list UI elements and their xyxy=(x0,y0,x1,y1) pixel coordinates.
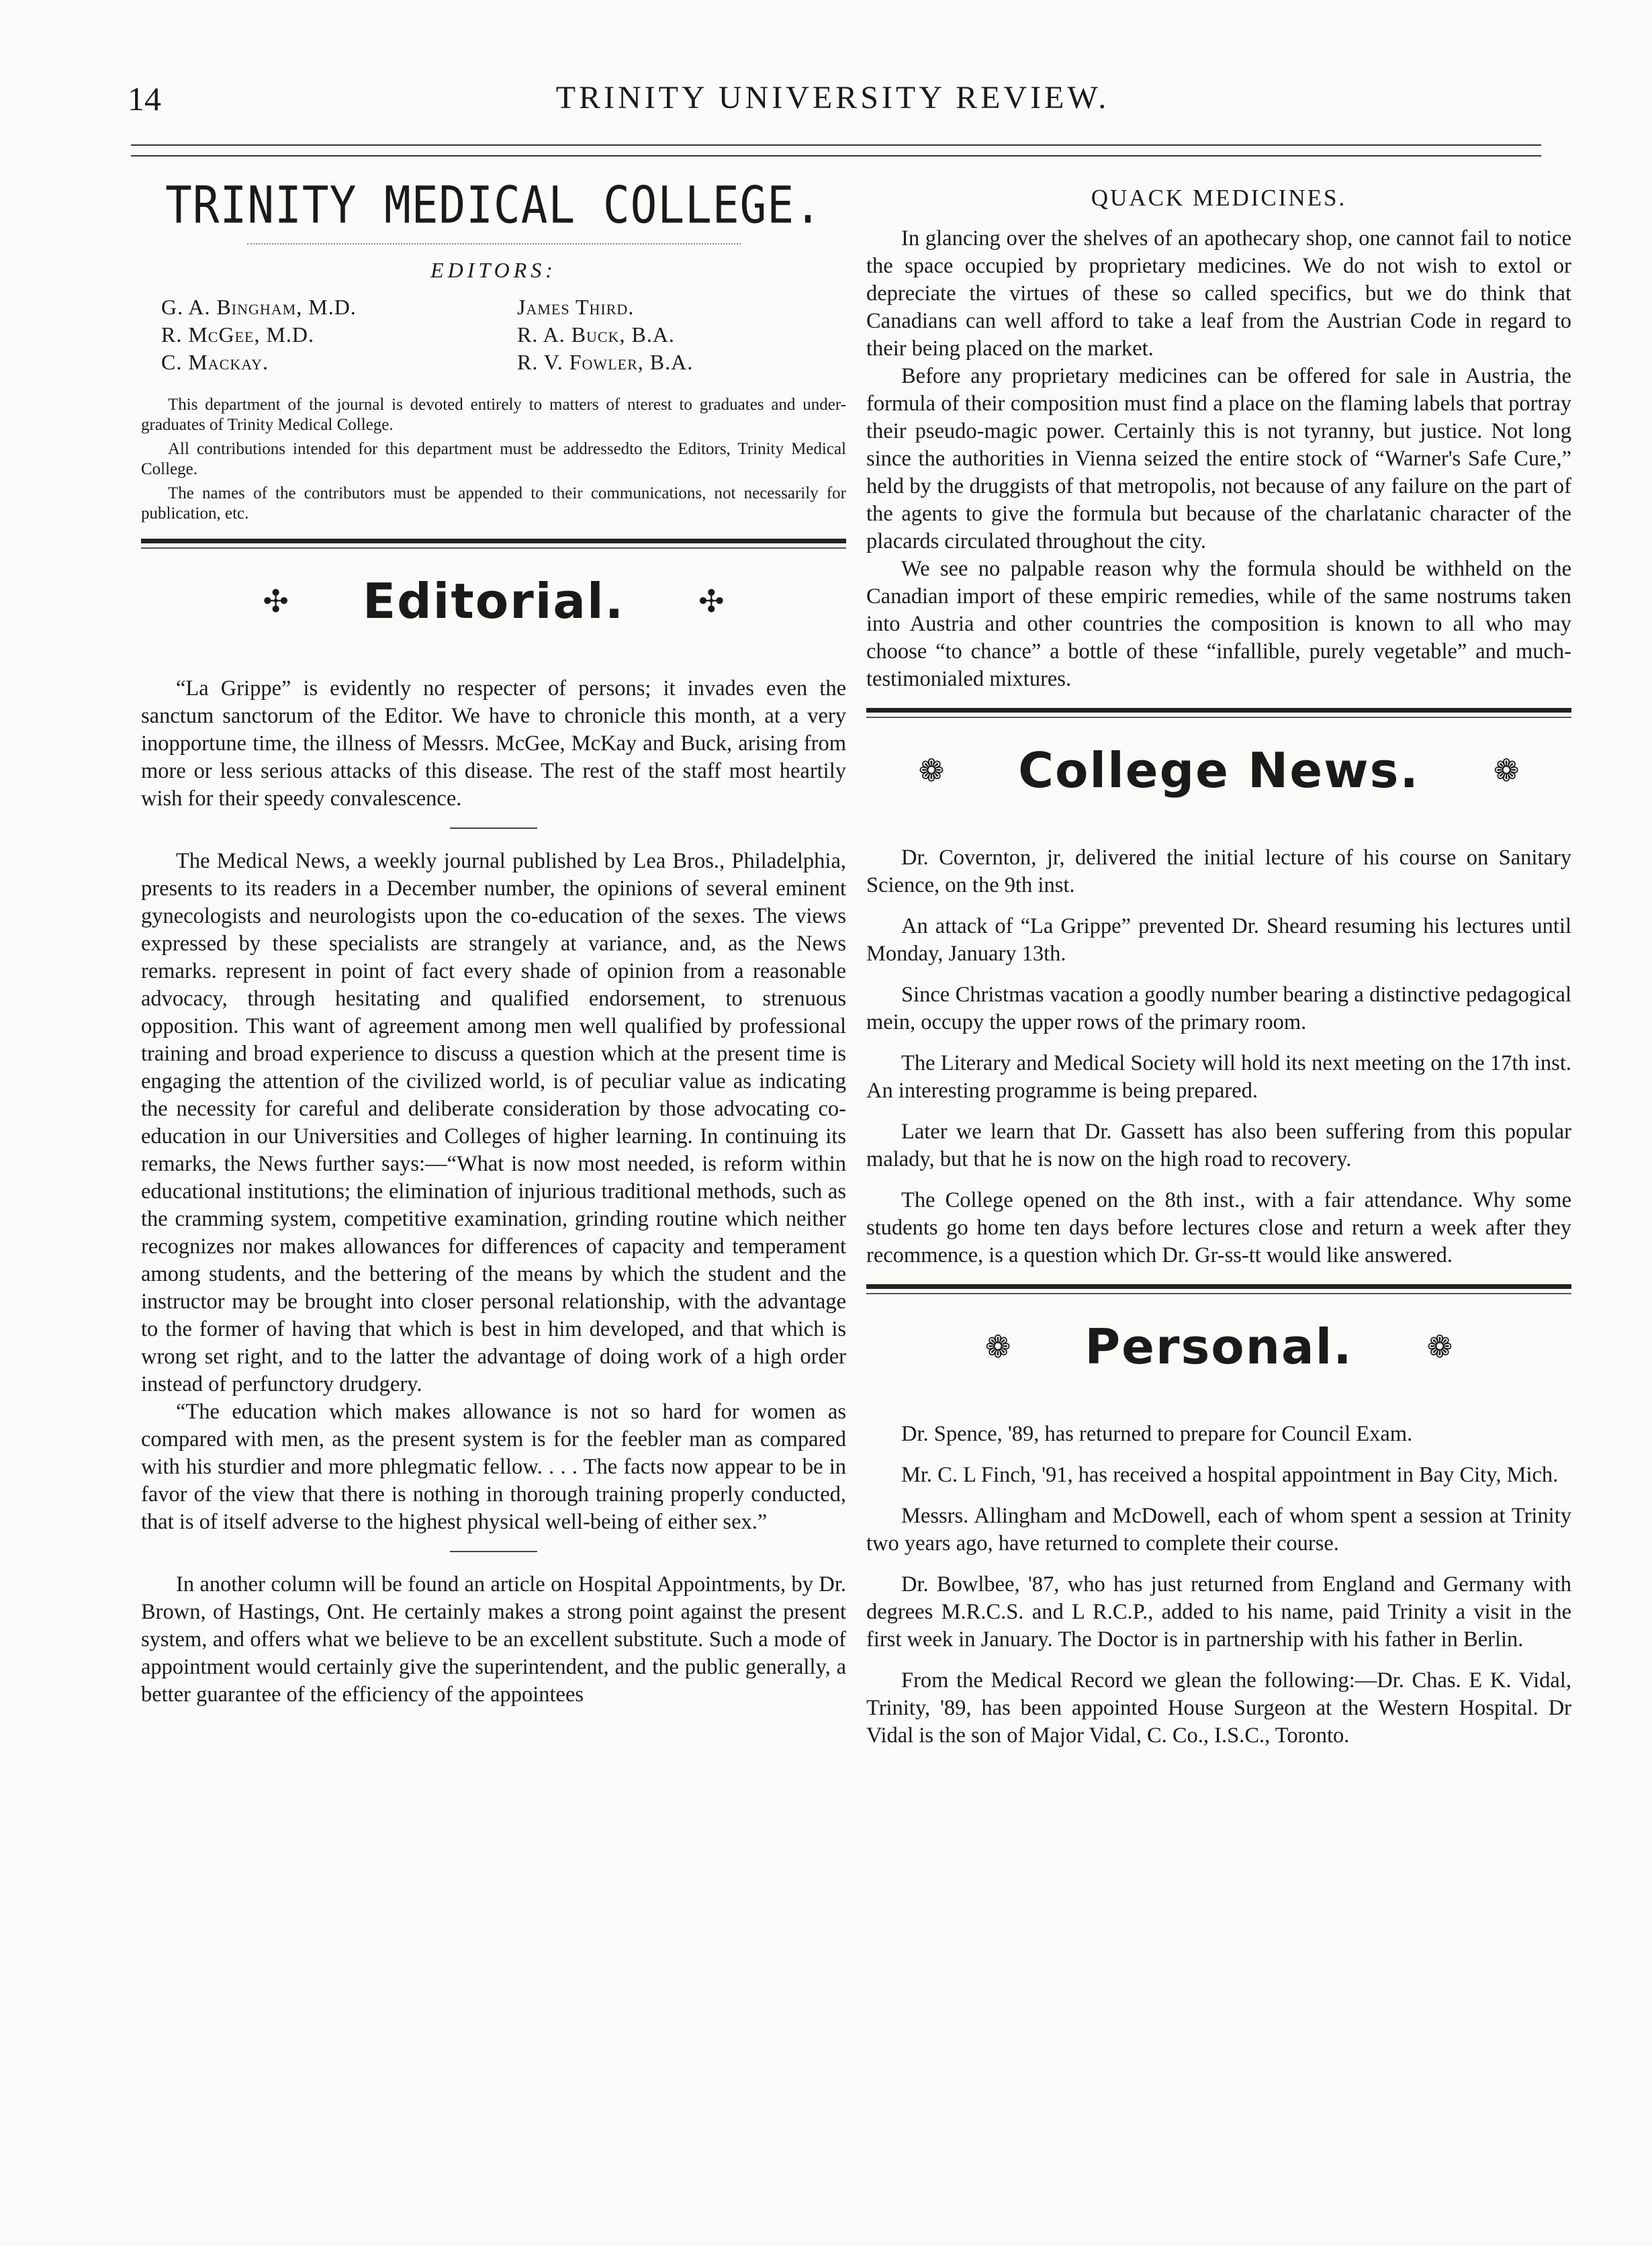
paragraph: In another column will be found an article on Hospital Appointments, by Dr. Brown, of Hastings, Ont. He certainly makes a strong point against the present system, and offers what we believe to be an excellent substitute. Such a mode of appointment would certainly give the superintendent, and the public generally, a better guarantee of the efficiency of the appointees xyxy=(141,1572,846,1707)
personal-list xyxy=(866,1421,1571,1750)
editors-list xyxy=(141,295,846,375)
news-item: Later we learn that Dr. Gassett has also been suffering from this popular malady, but that he is now on the high road to recovery. xyxy=(866,1120,1571,1171)
personal-item: Messrs. Allingham and McDowell, each of whom spent a session at Trinity two years ago, have returned to complete their course. xyxy=(866,1504,1571,1556)
page-number: 14 xyxy=(128,80,161,118)
section-rule xyxy=(866,708,1571,718)
editor-name: G. A. Bingham, M.D. xyxy=(161,295,357,319)
personal-item: Dr. Bowlbee, '87, who has just returned from England and Germany with degrees M.R.C.S. and L R.C.P., added to his name, paid Trinity a visit in the first week in January. The Doctor is in partnership with his father in Berlin. xyxy=(866,1572,1571,1652)
news-title: College News. xyxy=(1018,742,1420,799)
editor-name: R. McGee, M.D. xyxy=(161,322,315,347)
section-rule xyxy=(141,539,846,549)
editor-name: James Third. xyxy=(517,295,635,319)
ornament-icon: ✣ xyxy=(263,584,289,619)
dotted-rule xyxy=(247,243,741,244)
editor-name: C. Mackay. xyxy=(161,350,269,374)
editor-name: R. V. Fowler, B.A. xyxy=(517,350,694,374)
notice-text: All contributions intended for this department must be addressedto the Editors, Trinity Medical College. xyxy=(141,440,846,478)
ornament-icon: ✣ xyxy=(698,584,725,619)
ornament-icon: ❁ xyxy=(1426,1330,1453,1364)
ornament-icon: ❁ xyxy=(918,754,945,788)
personal-item: Dr. Spence, '89, has returned to prepare for Council Exam. xyxy=(901,1422,1413,1446)
personal-item: From the Medical Record we glean the following:—Dr. Chas. E K. Vidal, Trinity, '89, has been appointed House Surgeon at the Western Hospital. Dr Vidal is the son of Major Vidal, C. Co., I.S.C., Toronto. xyxy=(866,1668,1571,1748)
notice-text: This department of the journal is devoted entirely to matters of nterest to graduates and under-graduates of Trinity Medical College. xyxy=(141,396,846,434)
personal-item: Mr. C. L Finch, '91, has received a hospital appointment in Bay City, Mich. xyxy=(901,1463,1559,1487)
news-item: Dr. Covernton, jr, delivered the initial lecture of his course on Sanitary Science, on the 9th inst. xyxy=(866,846,1571,897)
ornament-icon: ❁ xyxy=(1493,754,1520,788)
divider xyxy=(450,1551,537,1552)
quack-heading: QUACK MEDICINES. xyxy=(1091,185,1347,211)
left-column xyxy=(141,165,846,1709)
editorial-title: Editorial. xyxy=(362,573,625,629)
news-item: Since Christmas vacation a goodly number bearing a distinctive pedagogical mein, occupy the upper rows of the primary room. xyxy=(866,983,1571,1034)
paragraph: We see no palpable reason why the formula should be withheld on the Canadian import of these empiric remedies, while of the same nostrums taken into Austria and other countries the composition is known to all who may choose “to chance” a bottle of these “infallible, purely vegetable” and much-testimonialed mixtures. xyxy=(866,557,1571,691)
editorial-banner xyxy=(141,554,846,648)
paragraph: Before any proprietary medicines can be offered for sale in Austria, the formula of their composition must find a place on the flaming labels that portray their pseudo-magic power. Certainly this is not tyranny, but justice. Not long since the authorities in Vienna seized the entire stock of “Warner's Safe Cure,” held by the druggists of that metropolis, not because of any failure on the part of the agents to give the formula but because of the charlatanic character of the placards circulated throughout the city. xyxy=(866,364,1571,553)
paragraph: “The education which makes allowance is not so hard for women as compared with men, as the present system is for the feebler man as compared with his sturdier and more phlegmatic fellow. . . . The facts now appear to be in favor of the view that there is nothing in thorough training properly conducted, that is of itself adverse to the highest physical well-being of either sex.” xyxy=(141,1400,846,1534)
editor-name: R. A. Buck, B.A. xyxy=(517,322,675,347)
department-notice xyxy=(141,395,846,524)
news-item: An attack of “La Grippe” prevented Dr. Sheard resuming his lectures until Monday, January 13th. xyxy=(866,914,1571,966)
news-item: The Literary and Medical Society will hold its next meeting on the 17th inst. An interesting programme is being prepared. xyxy=(866,1051,1571,1103)
running-head xyxy=(128,79,1538,126)
right-column xyxy=(866,165,1571,1763)
editors-heading: EDITORS: xyxy=(430,258,557,282)
personal-banner xyxy=(866,1300,1571,1394)
news-list xyxy=(866,844,1571,1269)
college-title: TRINITY MEDICAL COLLEGE. xyxy=(165,175,822,235)
news-item: The College opened on the 8th inst., with a fair attendance. Why some students go home ten days before lectures close and return a week after they recommence, is a question which Dr. Gr-ss-tt would like answered. xyxy=(866,1188,1571,1267)
section-rule xyxy=(866,1284,1571,1294)
notice-text: The names of the contributors must be appended to their communications, not necessarily for publication, etc. xyxy=(141,484,846,523)
paragraph: In glancing over the shelves of an apothecary shop, one cannot fail to notice the space occupied by proprietary medicines. We do not wish to extol or depreciate the virtues of these so called specifics, but we do think that Canadians can well afford to take a leaf from the Austrian Code in regard to their being placed on the market. xyxy=(866,226,1571,361)
paragraph: “La Grippe” is evidently no respecter of persons; it invades even the sanctum sanctorum of the Editor. We have to chronicle this month, at a very inopportune time, the illness of Messrs. McGee, McKay and Buck, arising from more or less serious attacks of this disease. The rest of the staff most heartily wish for their speedy convalescence. xyxy=(141,676,846,811)
personal-title: Personal. xyxy=(1085,1318,1353,1375)
header-rule xyxy=(131,144,1541,156)
ornament-icon: ❁ xyxy=(984,1330,1011,1364)
news-banner xyxy=(866,723,1571,817)
paragraph: The Medical News, a weekly journal published by Lea Bros., Philadelphia, presents to its readers in a December number, the opinions of several eminent gynecologists and neurologists upon the co-education of the sexes. The views expressed by these specialists are strangely at variance, and, as the News remarks. represent in point of fact every shade of opinion from a reasonable advocacy, through hesitating and qualified endorsement, to strenuous opposition. This want of agreement among men well qualified by professional training and broad experience to discuss a question which at the present time is engaging the attention of the civilized world, is of peculiar value as indicating the necessity for careful and deliberate consideration by those advocating co-education in our Universities and Colleges of higher learning. In continuing its remarks, the News further says:—“What is now most needed, is reform within educational institutions; the elimination of injurious traditional methods, such as the cramming system, competitive examination, grinding routine which neither recognizes nor makes allowances for differences of capacity and temperament among students, and the bettering of the means by which the student and the instructor may be brought into closer personal relationship, with the advantage to the former of having that which is best in him developed, and that which is wrong set right, and to the latter the advantage of doing work of a high order instead of perfunctory drudgery. xyxy=(141,849,846,1396)
journal-title: TRINITY UNIVERSITY REVIEW. xyxy=(555,80,1110,116)
divider xyxy=(450,827,537,829)
